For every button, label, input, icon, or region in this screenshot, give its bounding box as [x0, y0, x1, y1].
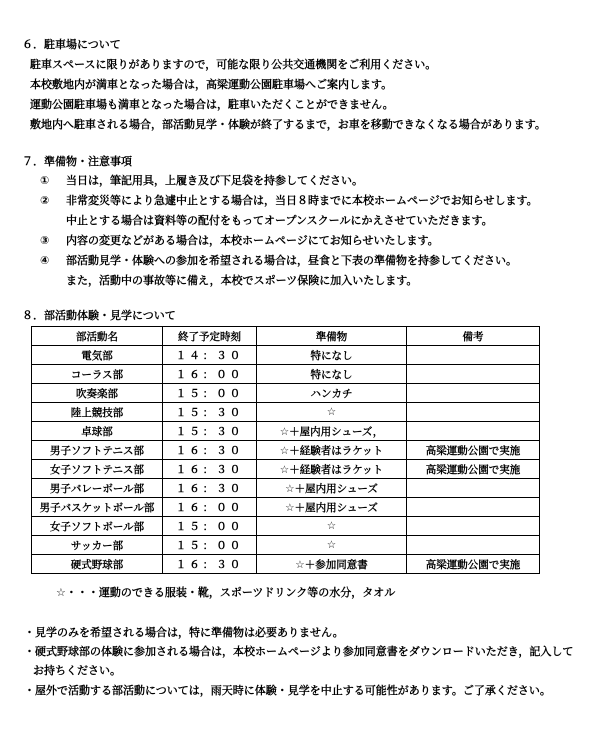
- table-row: [32, 479, 540, 498]
- remarks-cell: [407, 479, 540, 498]
- remarks-cell: [407, 403, 540, 422]
- item-text: 当日は，筆記用具，上履き及び下足袋を持参してください。: [66, 174, 363, 187]
- table-row: [32, 517, 540, 536]
- column-header-end-time: 終了予定時刻: [163, 327, 257, 346]
- end-time-cell: １５：００: [163, 517, 257, 536]
- item-continuation: また，活動中の事故等に備え，本校でスポーツ保険に加入いたします。: [66, 274, 418, 287]
- remarks-cell: [407, 384, 540, 403]
- note-line: お持ちください。: [33, 664, 121, 677]
- table-row: [32, 441, 540, 460]
- club-name-cell: 女子ソフトテニス部: [32, 460, 163, 479]
- remarks-cell: 高梁運動公園で実施: [407, 441, 540, 460]
- items-cell: ☆＋屋内用シューズ: [257, 498, 407, 517]
- end-time-cell: １６：３０: [163, 460, 257, 479]
- items-cell: ☆＋経験者はラケット: [257, 460, 407, 479]
- remarks-cell: [407, 365, 540, 384]
- items-cell: ☆＋参加同意書: [257, 555, 407, 574]
- club-schedule-table: [31, 326, 540, 574]
- remarks-cell: [407, 346, 540, 365]
- table-row: [32, 403, 540, 422]
- table-row: [32, 365, 540, 384]
- end-time-cell: １４：３０: [163, 346, 257, 365]
- end-time-cell: １６：００: [163, 365, 257, 384]
- column-header-remarks: 備考: [407, 327, 540, 346]
- item-continuation: 中止とする場合は資料等の配付をもってオープンスクールにかえさせていただきます。: [66, 214, 493, 227]
- end-time-cell: １５：３０: [163, 403, 257, 422]
- section-6-heading: ６．駐車場について: [22, 38, 121, 51]
- section-8-heading: ８．部活動体験・見学について: [22, 309, 176, 322]
- item-text: 内容の変更などがある場合は，本校ホームページにてお知らせいたします。: [66, 234, 439, 247]
- items-cell: ☆: [257, 403, 407, 422]
- remarks-cell: 高梁運動公園で実施: [407, 460, 540, 479]
- remarks-cell: [407, 536, 540, 555]
- end-time-cell: １６：３０: [163, 441, 257, 460]
- table-header-row: [32, 327, 540, 346]
- end-time-cell: １５：３０: [163, 422, 257, 441]
- remarks-cell: [407, 498, 540, 517]
- section-6-line: 敷地内へ駐車される場合，部活動見学・体験が終了するまで，お車を移動できなくなる場合があります。: [30, 118, 546, 131]
- table-row: [32, 384, 540, 403]
- column-header-club: 部活動名: [32, 327, 163, 346]
- table-row: [32, 555, 540, 574]
- items-cell: 特になし: [257, 346, 407, 365]
- end-time-cell: １５：００: [163, 536, 257, 555]
- items-cell: ☆＋屋内用シューズ，: [257, 422, 407, 441]
- table-row: [32, 422, 540, 441]
- items-cell: ☆＋屋内用シューズ: [257, 479, 407, 498]
- club-name-cell: 男子バレーボール部: [32, 479, 163, 498]
- club-name-cell: コーラス部: [32, 365, 163, 384]
- club-name-cell: 男子バスケットボール部: [32, 498, 163, 517]
- column-header-items: 準備物: [257, 327, 407, 346]
- club-name-cell: 吹奏楽部: [32, 384, 163, 403]
- items-cell: ☆＋経験者はラケット: [257, 441, 407, 460]
- table-row: [32, 346, 540, 365]
- items-cell: ☆: [257, 517, 407, 536]
- table-row: [32, 498, 540, 517]
- items-cell: 特になし: [257, 365, 407, 384]
- club-name-cell: 電気部: [32, 346, 163, 365]
- club-name-cell: 硬式野球部: [32, 555, 163, 574]
- item-text: 部活動見学・体験への参加を希望される場合は，昼食と下表の準備物を持参してください。: [66, 254, 517, 267]
- club-name-cell: 女子ソフトボール部: [32, 517, 163, 536]
- table-row: [32, 460, 540, 479]
- club-name-cell: 男子ソフトテニス部: [32, 441, 163, 460]
- items-cell: ☆: [257, 536, 407, 555]
- item-number: ④: [40, 254, 50, 267]
- end-time-cell: １６：３０: [163, 479, 257, 498]
- club-name-cell: サッカー部: [32, 536, 163, 555]
- section-6-line: 駐車スペースに限りがありますので，可能な限り公共交通機関をご利用ください。: [30, 58, 437, 71]
- item-number: ②: [40, 194, 50, 207]
- items-cell: ハンカチ: [257, 384, 407, 403]
- table-row: [32, 536, 540, 555]
- item-text: 非常変災等により急遽中止とする場合は，当日８時までに本校ホームページでお知らせします。: [66, 194, 538, 207]
- note-line: ・硬式野球部の体験に参加される場合は，本校ホームページより参加同意書をダウンロードいただき，記入して: [24, 645, 574, 658]
- remarks-cell: [407, 517, 540, 536]
- section-6-line: 運動公園駐車場も満車となった場合は，駐車いただくことができません。: [30, 98, 394, 111]
- remarks-cell: [407, 422, 540, 441]
- club-name-cell: 卓球部: [32, 422, 163, 441]
- note-line: ・屋外で活動する部活動については，雨天時に体験・見学を中止する可能性があります。ご了承ください。: [24, 684, 551, 697]
- section-6-line: 本校敷地内が満車となった場合は，高梁運動公園駐車場へご案内します。: [30, 78, 393, 91]
- note-line: ・見学のみを希望される場合は，特に準備物は必要ありません。: [24, 626, 344, 639]
- table-footnote: ☆・・・運動のできる服装・靴，スポーツドリンク等の水分，タオル: [56, 586, 396, 599]
- item-number: ③: [40, 234, 50, 247]
- end-time-cell: １６：３０: [163, 555, 257, 574]
- end-time-cell: １６：００: [163, 498, 257, 517]
- section-7-heading: ７．準備物・注意事項: [22, 155, 132, 168]
- remarks-cell: 高梁運動公園で実施: [407, 555, 540, 574]
- club-name-cell: 陸上競技部: [32, 403, 163, 422]
- end-time-cell: １５：００: [163, 384, 257, 403]
- item-number: ①: [40, 174, 50, 187]
